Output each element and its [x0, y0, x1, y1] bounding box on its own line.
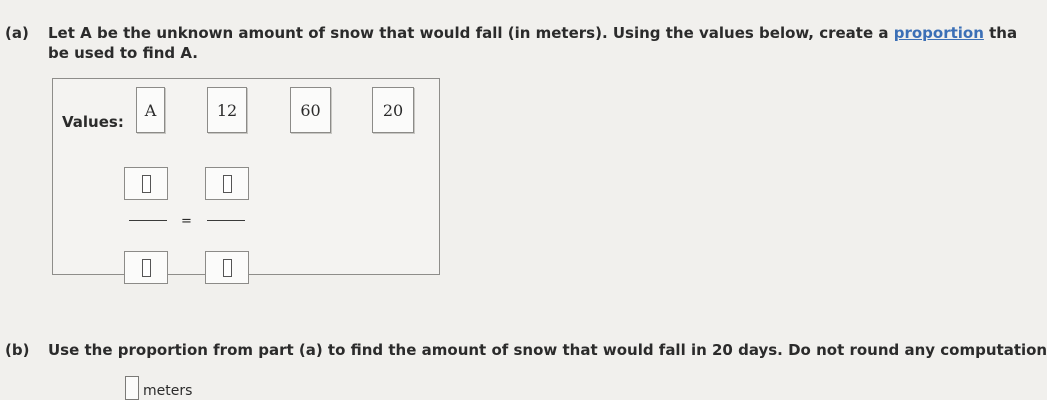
part-a-text-suffix: tha — [983, 24, 1018, 42]
answer-input[interactable] — [125, 376, 139, 400]
value-tile-20[interactable]: 20 — [372, 87, 414, 133]
left-denominator-drop-zone[interactable] — [124, 251, 168, 284]
value-tile-12[interactable]: 12 — [207, 87, 247, 133]
answer-unit-label: meters — [143, 383, 193, 399]
proportion-panel — [52, 78, 440, 275]
proportion-link[interactable]: proportion — [893, 24, 984, 42]
part-a-question-line2: be used to find A. — [48, 44, 198, 62]
right-fraction-bar — [207, 220, 245, 221]
values-label: Values: — [62, 113, 124, 131]
value-tile-a[interactable]: A — [136, 87, 165, 133]
part-a-label: (a) — [5, 24, 29, 42]
part-a-question-line1 — [48, 24, 1017, 42]
left-numerator-drop-zone[interactable] — [124, 167, 168, 200]
value-tile-60[interactable]: 60 — [290, 87, 331, 133]
empty-slot-icon — [142, 175, 151, 193]
right-numerator-drop-zone[interactable] — [205, 167, 249, 200]
equals-sign: = — [181, 214, 192, 229]
part-a-text-prefix: Let A be the unknown amount of snow that would fall (in meters). Using the values below, create a — [48, 24, 894, 42]
part-b-label: (b) — [5, 341, 30, 359]
empty-slot-icon — [223, 259, 232, 277]
right-denominator-drop-zone[interactable] — [205, 251, 249, 284]
empty-slot-icon — [142, 259, 151, 277]
empty-slot-icon — [223, 175, 232, 193]
part-b-question: Use the proportion from part (a) to find the amount of snow that would fall in 20 days. Do not round any computation — [48, 341, 1047, 359]
left-fraction-bar — [129, 220, 167, 221]
